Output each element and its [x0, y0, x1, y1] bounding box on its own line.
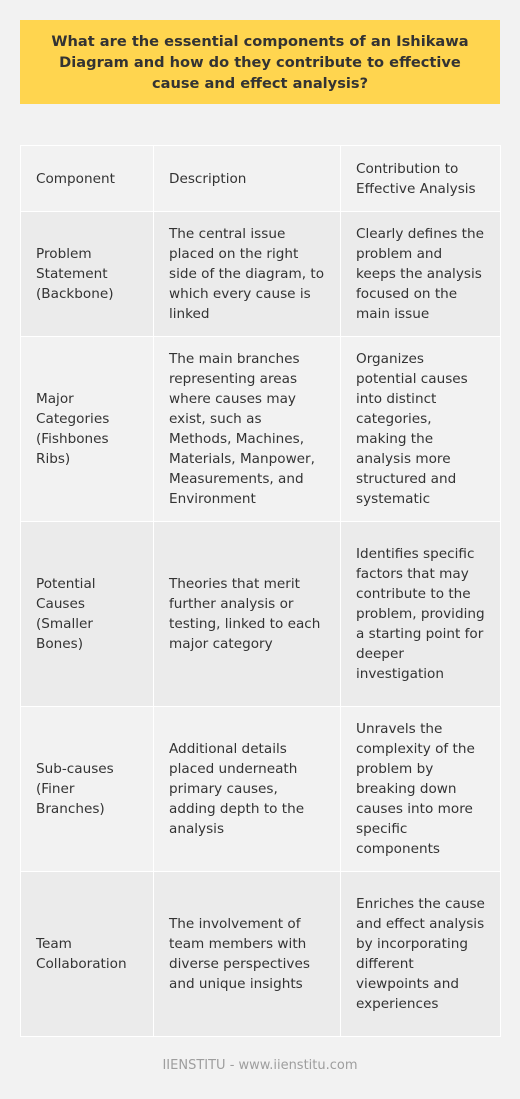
cell-component: Potential Causes (Smaller Bones) [21, 522, 154, 707]
page-title: What are the essential components of an Ishikawa Diagram and how do they contribute to effective cause and effect analysis? [51, 32, 469, 92]
cell-description: Theories that merit further analysis or testing, linked to each major category [154, 522, 341, 707]
cell-description: The main branches representing areas where causes may exist, such as Methods, Machines, Materials, Manpower, Measurements, and Environment [154, 337, 341, 522]
table-row [21, 872, 501, 1037]
cell-contribution: Enriches the cause and effect analysis by incorporating different viewpoints and experiences [341, 872, 501, 1037]
cell-contribution: Unravels the complexity of the problem by breaking down causes into more specific components [341, 707, 501, 872]
footer-credit: IIENSTITU - www.iienstitu.com [162, 1058, 358, 1073]
cell-contribution: Organizes potential causes into distinct categories, making the analysis more structured and systematic [341, 337, 501, 522]
components-table [20, 145, 501, 1037]
cell-component: Team Collaboration [21, 872, 154, 1037]
header-description: Description [154, 146, 341, 212]
title-banner [20, 20, 500, 104]
header-contribution: Contribution to Effective Analysis [341, 146, 501, 212]
cell-description: The central issue placed on the right side of the diagram, to which every cause is linked [154, 212, 341, 337]
cell-component: Problem Statement (Backbone) [21, 212, 154, 337]
cell-contribution: Clearly defines the problem and keeps the analysis focused on the main issue [341, 212, 501, 337]
cell-description: The involvement of team members with diverse perspectives and unique insights [154, 872, 341, 1037]
header-component: Component [21, 146, 154, 212]
table-row [21, 522, 501, 707]
table-row [21, 337, 501, 522]
cell-component: Major Categories (Fishbones Ribs) [21, 337, 154, 522]
cell-contribution: Identifies specific factors that may contribute to the problem, providing a starting point for deeper investigation [341, 522, 501, 707]
cell-description: Additional details placed underneath primary causes, adding depth to the analysis [154, 707, 341, 872]
table-row [21, 707, 501, 872]
cell-component: Sub-causes (Finer Branches) [21, 707, 154, 872]
table-header-row [21, 146, 501, 212]
table-row [21, 212, 501, 337]
